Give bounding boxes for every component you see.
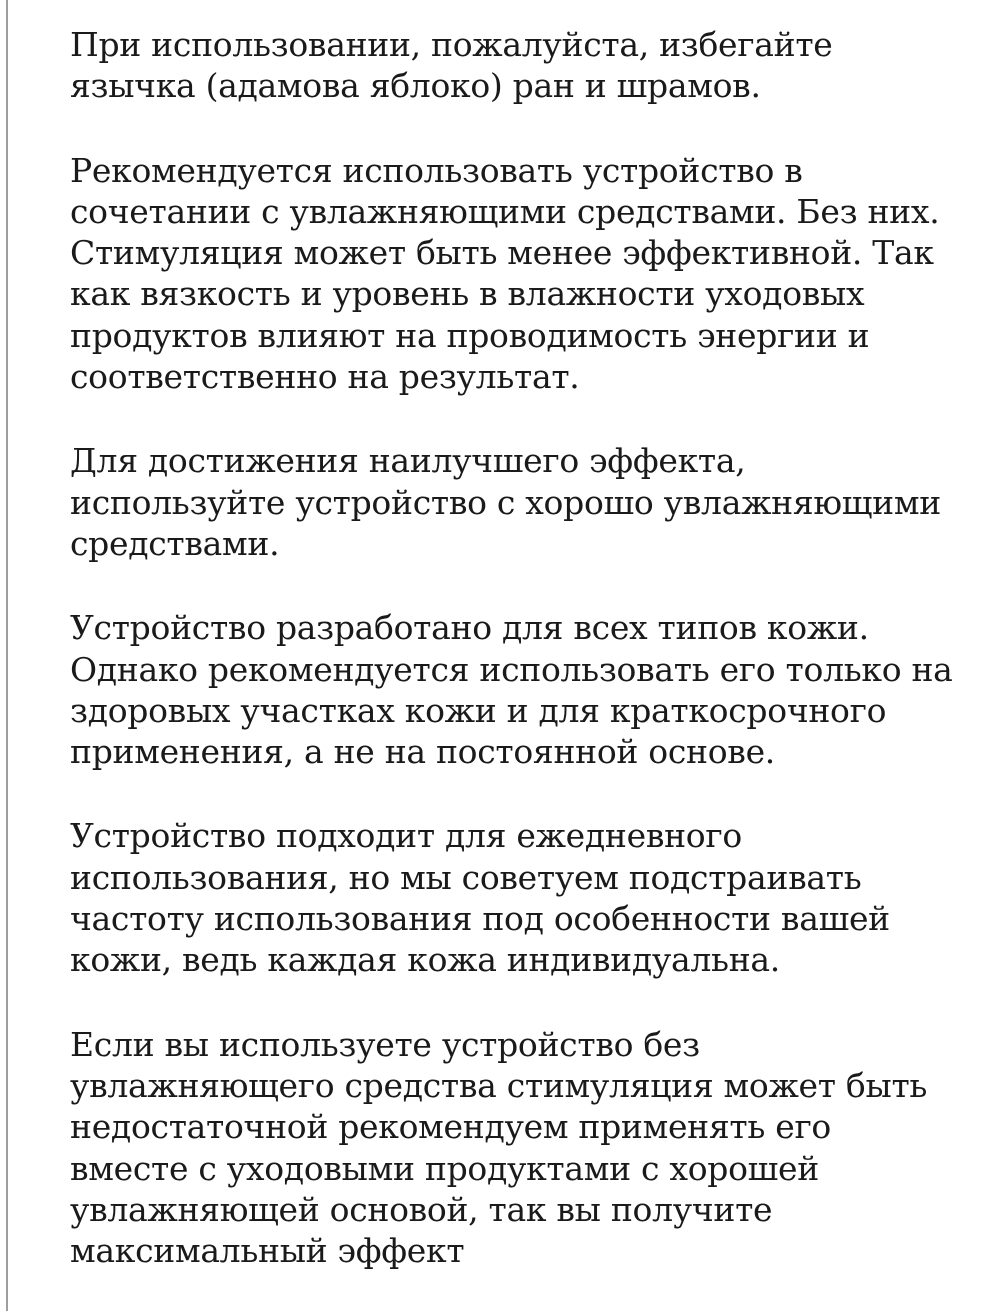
paragraph-best-effect: [70, 440, 985, 564]
text-line: увлажняющего средства стимуляция может быть: [70, 1065, 928, 1105]
text-line: как вязкость и уровень в влажности уходовых: [70, 274, 865, 314]
text-line: кожи, ведь каждая кожа индивидуальна.: [70, 940, 780, 980]
document-body: [70, 24, 985, 1314]
text-line: увлажняющей основой, так вы получите: [70, 1189, 773, 1229]
paragraph-moisturizer-recommendation: [70, 150, 985, 398]
text-line: Стимуляция может быть менее эффективной. Так: [70, 233, 934, 273]
text-line: частоту использования под особенности вашей: [70, 899, 890, 939]
text-line: продуктов влияют на проводимость энергии и: [70, 315, 870, 355]
text-line: Однако рекомендуется использовать его только на: [70, 649, 953, 689]
text-line: Устройство разработано для всех типов кожи.: [70, 608, 869, 648]
paragraph-avoid-areas: [70, 24, 985, 107]
text-line: используйте устройство с хорошо увлажняющими: [70, 482, 941, 522]
text-line: соответственно на результат.: [70, 357, 580, 397]
paragraph-daily-use: [70, 815, 985, 980]
text-line: Рекомендуется использовать устройство в: [70, 150, 803, 190]
text-line: Устройство подходит для ежедневного: [70, 816, 742, 856]
text-line: При использовании, пожалуйста, избегайте: [70, 25, 833, 64]
text-line: использования, но мы советуем подстраивать: [70, 857, 862, 897]
text-line: здоровых участках кожи и для краткосрочного: [70, 690, 887, 730]
text-line: вместе с уходовыми продуктами с хорошей: [70, 1148, 819, 1188]
text-line: сочетании с увлажняющими средствами. Без них.: [70, 191, 940, 231]
text-line: Если вы используете устройство без: [70, 1024, 700, 1064]
paragraph-without-moisturizer: [70, 1024, 985, 1272]
text-line: применения, а не на постоянной основе.: [70, 732, 775, 772]
text-line: максимальный эффект: [70, 1231, 465, 1271]
text-line: средствами.: [70, 523, 280, 563]
text-line: недостаточной рекомендуем применять его: [70, 1107, 831, 1147]
text-line: Для достижения наилучшего эффекта,: [70, 441, 746, 481]
text-line: язычка (адамова яблоко) ран и шрамов.: [70, 66, 761, 106]
left-border-line: [6, 0, 8, 1311]
paragraph-skin-types: [70, 607, 985, 772]
